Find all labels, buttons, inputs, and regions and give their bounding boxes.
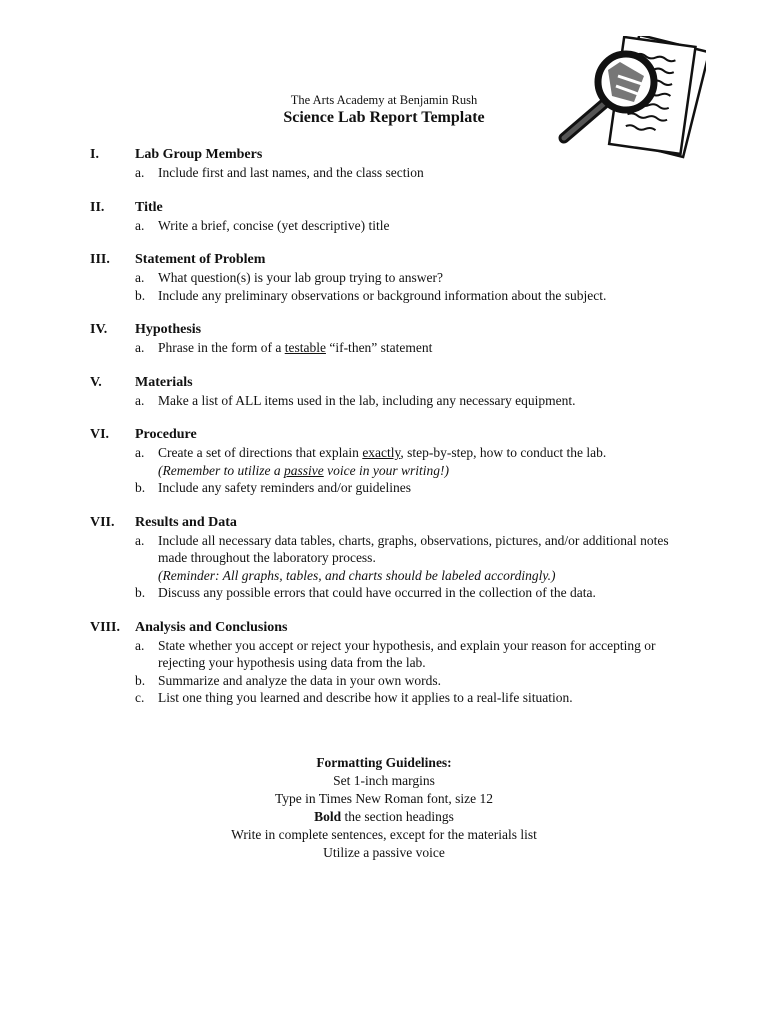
item-text: List one thing you learned and describe how it applies to a real-life situation. — [158, 690, 573, 705]
section-title: Results and Data — [135, 514, 237, 530]
text-segment: , step-by-step, how to conduct the lab. — [400, 445, 607, 460]
section-numeral: VII. — [90, 514, 115, 530]
section-analysis-and-conclusions — [90, 619, 690, 707]
list-item — [90, 637, 690, 672]
section-heading — [90, 426, 690, 444]
section-numeral: III. — [90, 252, 110, 267]
text-segment: Phrase in the form of a — [158, 340, 285, 355]
list-item — [90, 672, 690, 690]
item-letter: a. — [135, 217, 145, 233]
list-item — [90, 444, 690, 479]
list-item — [90, 339, 690, 357]
item-letter: b. — [135, 585, 146, 600]
bold-word: Bold — [314, 809, 342, 824]
section-numeral: VIII. — [90, 619, 120, 635]
item-letter: b. — [135, 287, 146, 303]
section-title: Hypothesis — [135, 322, 202, 337]
item-text: Include any preliminary observations or background information about the subject. — [158, 287, 607, 303]
text-segment: Include all necessary data tables, charts, graphs, observations, pictures, and/or additional notes made throughout the laboratory process. — [158, 532, 669, 565]
section-heading — [90, 251, 690, 269]
item-text — [158, 532, 690, 585]
section-title: Statement of Problem — [135, 252, 266, 267]
item-letter: a. — [135, 532, 145, 548]
section-numeral: V. — [90, 374, 102, 390]
section-results-and-data — [90, 514, 690, 602]
item-letter: a. — [135, 340, 145, 355]
list-item — [90, 217, 690, 235]
item-text: What question(s) is your lab group trying to answer? — [158, 270, 443, 285]
item-text: Include first and last names, and the class section — [158, 165, 424, 180]
section-hypothesis — [90, 321, 690, 357]
list-item — [90, 287, 690, 305]
section-title: Analysis and Conclusions — [135, 619, 288, 635]
document-title: Science Lab Report Template — [283, 109, 485, 126]
underlined-word: passive — [283, 462, 324, 478]
section-numeral: I. — [90, 147, 99, 162]
guideline-line: Set 1-inch margins — [333, 773, 435, 788]
item-text: Include any safety reminders and/or guidelines — [158, 480, 412, 495]
section-heading — [90, 146, 690, 164]
section-materials — [90, 374, 690, 410]
guidelines-heading: Formatting Guidelines: — [316, 755, 452, 770]
list-item — [90, 689, 690, 707]
section-lab-group-members — [90, 146, 690, 182]
item-letter: a. — [135, 165, 145, 180]
item-letter: b. — [135, 480, 146, 495]
text-segment: (Remember to utilize a — [158, 462, 284, 478]
guideline-line: Write in complete sentences, except for the materials list — [231, 827, 537, 842]
item-text: State whether you accept or reject your hypothesis, and explain your reason for accepting or rejecting your hypothesis using data from the lab. — [158, 637, 656, 670]
section-numeral: II. — [90, 199, 105, 215]
item-text: Discuss any possible errors that could have occurred in the collection of the data. — [158, 585, 596, 600]
section-title-block — [90, 199, 690, 235]
reminder-note — [158, 462, 690, 480]
list-item — [90, 584, 690, 602]
item-text: Summarize and analyze the data in your own words. — [158, 672, 442, 688]
list-item — [90, 532, 690, 585]
list-item — [90, 164, 690, 182]
item-text: Make a list of ALL items used in the lab, including any necessary equipment. — [158, 392, 576, 408]
list-item — [90, 269, 690, 287]
section-numeral: VI. — [90, 427, 110, 442]
item-letter: c. — [135, 690, 145, 705]
list-item — [90, 479, 690, 497]
item-text — [158, 444, 690, 479]
section-statement-of-problem — [90, 251, 690, 304]
item-letter: a. — [135, 445, 145, 460]
text-segment: the section headings — [341, 809, 454, 824]
formatting-guidelines — [0, 754, 768, 862]
reminder-note: (Reminder: All graphs, tables, and charts should be labeled accordingly.) — [158, 567, 556, 583]
item-letter: a. — [135, 392, 145, 408]
section-title: Lab Group Members — [135, 147, 263, 162]
text-segment: “if-then” statement — [325, 340, 433, 355]
section-numeral: IV. — [90, 322, 108, 337]
section-title: Title — [135, 199, 163, 215]
underlined-word: exactly — [362, 445, 401, 460]
item-text: Write a brief, concise (yet descriptive) title — [158, 217, 390, 233]
guideline-line — [0, 808, 768, 826]
list-item — [90, 392, 690, 410]
section-heading — [90, 514, 690, 532]
item-letter: a. — [135, 637, 145, 653]
section-title: Materials — [135, 374, 193, 390]
item-letter: a. — [135, 270, 145, 285]
guideline-line: Type in Times New Roman font, size 12 — [274, 791, 494, 806]
section-heading — [90, 374, 690, 392]
text-segment: Create a set of directions that explain — [158, 445, 363, 460]
text-segment: voice in your writing!) — [323, 462, 449, 478]
item-text — [158, 339, 690, 357]
school-name: The Arts Academy at Benjamin Rush — [290, 93, 478, 107]
section-list — [90, 146, 690, 724]
guideline-line: Utilize a passive voice — [323, 845, 445, 860]
section-title: Procedure — [135, 427, 197, 442]
section-heading — [90, 321, 690, 339]
section-heading — [90, 619, 690, 637]
section-procedure — [90, 426, 690, 497]
section-heading — [90, 199, 690, 217]
underlined-word: testable — [284, 340, 326, 355]
item-letter: b. — [135, 672, 146, 688]
